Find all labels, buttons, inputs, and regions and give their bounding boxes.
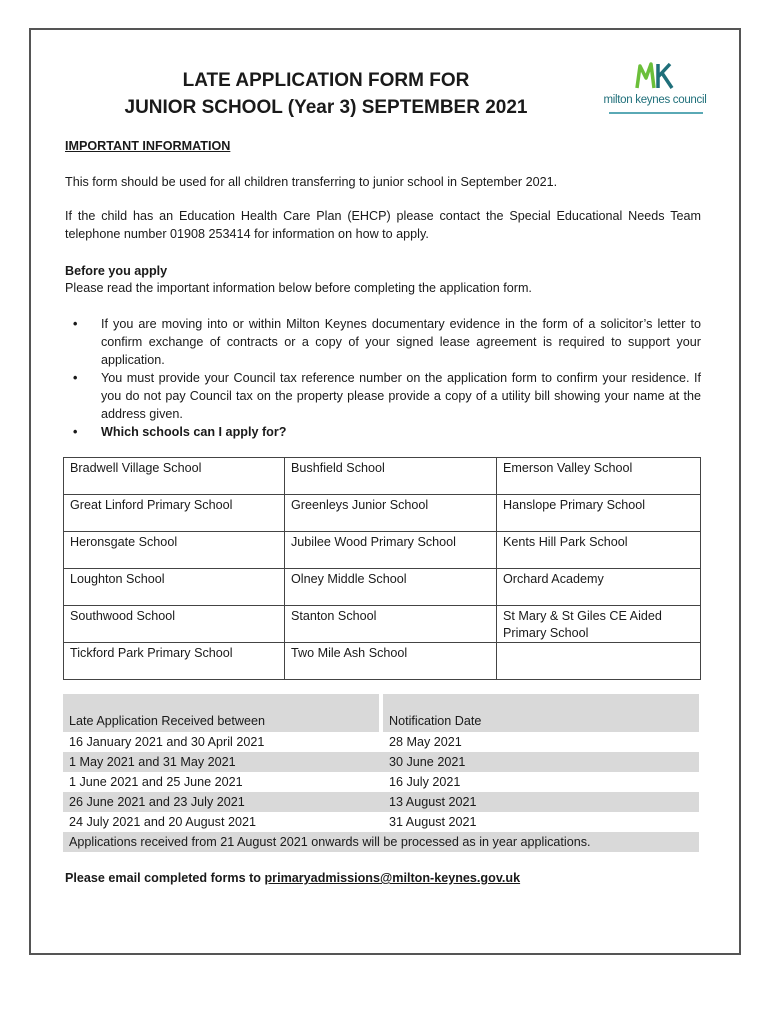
school-cell: Stanton School xyxy=(285,606,497,643)
bullet-item: • You must provide your Council tax reference number on the application form to confirm your residence. If you do not pay Council tax on the property please provide a copy of a utility bill showing your name at the address given. xyxy=(73,371,701,421)
schools-table xyxy=(63,457,701,680)
email-prefix: Please email completed forms to xyxy=(65,871,265,885)
school-cell: Orchard Academy xyxy=(497,569,701,606)
table-row xyxy=(64,458,701,495)
school-cell: Hanslope Primary School xyxy=(497,495,701,532)
email-link[interactable]: primaryadmissions@milton-keynes.gov.uk xyxy=(264,871,521,885)
school-cell: Bradwell Village School xyxy=(64,458,285,495)
dates-col1-header: Late Application Received between xyxy=(69,714,266,728)
bullet-item: • Which schools can I apply for? xyxy=(73,425,287,439)
school-cell: St Mary & St Giles CE Aided Primary School xyxy=(497,606,701,643)
logo-underline xyxy=(609,112,703,114)
important-para-2: If the child has an Education Health Care Plan (EHCP) please contact the Special Educational Needs Team telephone number 01908 253414 for information on how to apply. xyxy=(65,209,701,241)
title-line-1: LATE APPLICATION FORM FOR xyxy=(182,70,470,91)
dates-table xyxy=(63,694,699,852)
school-cell: Southwood School xyxy=(64,606,285,643)
table-row xyxy=(64,495,701,532)
table-row: 1 May 2021 and 31 May 2021 30 June 2021 xyxy=(63,752,699,772)
table-row xyxy=(64,606,701,643)
school-cell: Great Linford Primary School xyxy=(64,495,285,532)
school-cell: Olney Middle School xyxy=(285,569,497,606)
dates-header-row xyxy=(63,694,699,732)
bullet-icon: • xyxy=(73,317,78,331)
mk-logo-icon xyxy=(633,60,677,92)
school-cell xyxy=(497,643,701,680)
before-text: Please read the important information below before completing the application form. xyxy=(65,281,532,295)
bullet-icon: • xyxy=(73,371,78,385)
table-row: 1 June 2021 and 25 June 2021 16 July 2021 xyxy=(69,775,461,789)
before-heading: Before you apply xyxy=(65,264,168,278)
important-para-1: This form should be used for all children transferring to junior school in September 2021. xyxy=(65,175,558,189)
logo-text: milton keynes council xyxy=(603,94,707,106)
school-cell: Greenleys Junior School xyxy=(285,495,497,532)
document-page xyxy=(29,28,741,955)
table-row: 24 July 2021 and 20 August 2021 31 August 2021 xyxy=(69,815,477,829)
form-title xyxy=(71,67,581,121)
table-row: 16 January 2021 and 30 April 2021 28 May 2021 xyxy=(69,735,462,749)
table-row: 26 June 2021 and 23 July 2021 13 August 2021 xyxy=(63,792,699,812)
council-logo xyxy=(603,60,707,122)
email-instruction xyxy=(65,871,701,885)
school-cell: Tickford Park Primary School xyxy=(64,643,285,680)
table-row xyxy=(64,643,701,680)
bullet-icon: • xyxy=(73,425,78,439)
title-line-2: JUNIOR SCHOOL (Year 3) SEPTEMBER 2021 xyxy=(124,97,528,118)
school-cell: Kents Hill Park School xyxy=(497,532,701,569)
school-cell: Loughton School xyxy=(64,569,285,606)
school-cell: Emerson Valley School xyxy=(497,458,701,495)
school-cell: Heronsgate School xyxy=(64,532,285,569)
table-row xyxy=(64,532,701,569)
school-cell: Jubilee Wood Primary School xyxy=(285,532,497,569)
info-bullet-list xyxy=(65,315,701,441)
bullet-item: • If you are moving into or within Milton Keynes documentary evidence in the form of a solicitor’s letter to confirm exchange of contracts or a copy of your signed lease agreement is required to support your application. xyxy=(73,317,701,367)
table-row xyxy=(64,569,701,606)
dates-col2-header: Notification Date xyxy=(389,714,482,728)
important-heading: IMPORTANT INFORMATION xyxy=(65,139,231,153)
school-cell: Two Mile Ash School xyxy=(285,643,497,680)
dates-footer-row: Applications received from 21 August 2021 onwards will be processed as in year applications. xyxy=(63,832,699,852)
school-cell: Bushfield School xyxy=(285,458,497,495)
